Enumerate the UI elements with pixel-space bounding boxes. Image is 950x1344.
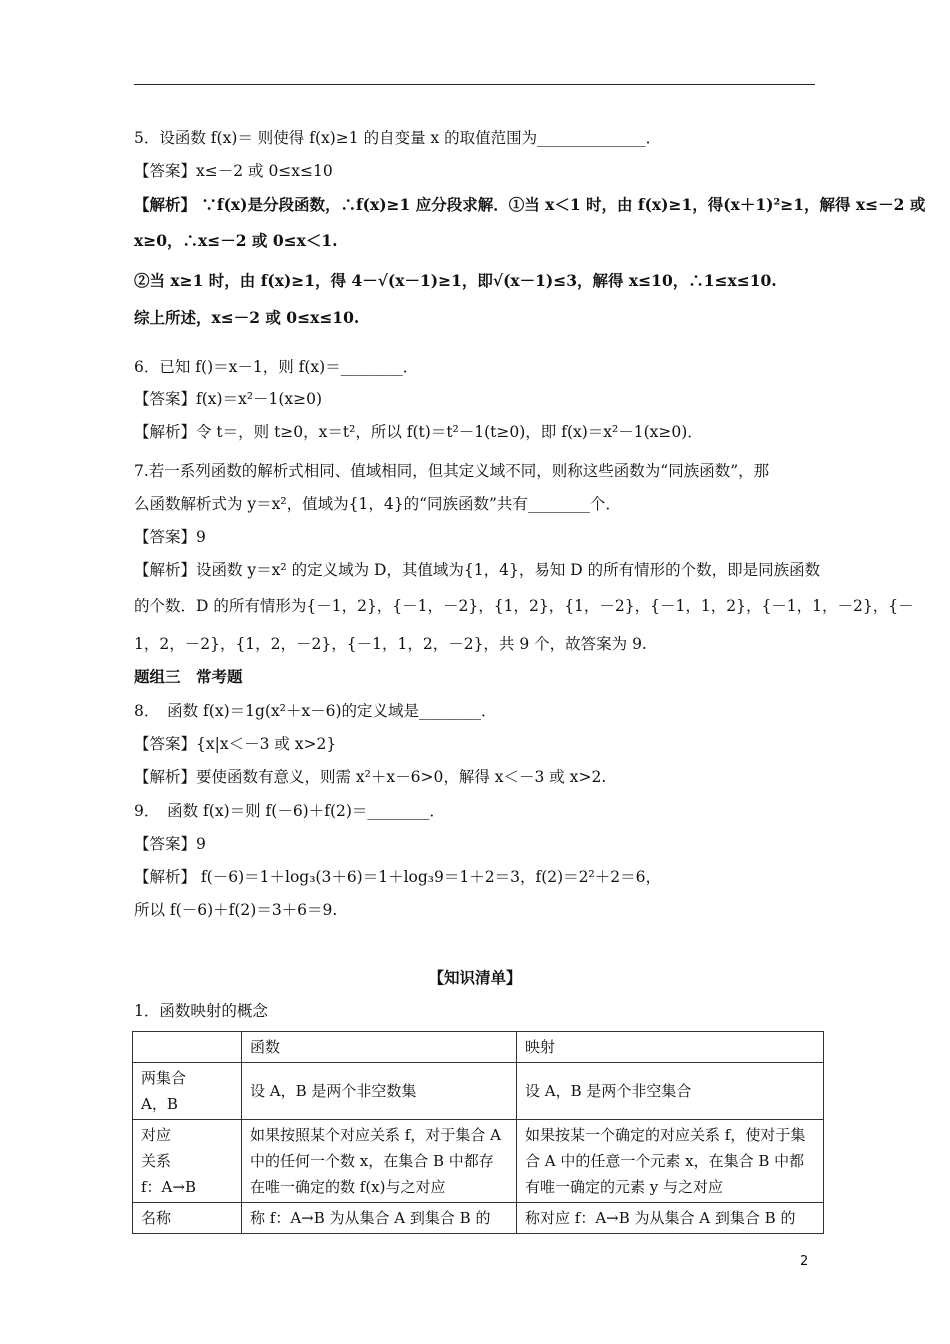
table-row [133,1120,824,1203]
concept-table [132,1031,824,1234]
table-cell: 称 f：A→B 为从集合 A 到集合 B 的 [242,1203,517,1234]
text-line: 题组三 常考题 [134,667,243,686]
text-line: 9． 函数 f(x)＝则 f(－6)＋f(2)＝________． [134,802,445,820]
table-heading: 1．函数映射的概念 [134,1002,268,1020]
text-line: 【解析】 ∵f(x)是分段函数，∴f(x)≥1 应分段求解．①当 x＜1 时，由 f(x)≥1，得(x＋1)²≥1，解得 x≤－2 或 [134,195,926,214]
table-header-row [133,1032,824,1063]
table-header-cell: 映射 [517,1032,824,1063]
text-line: 【解析】设函数 y＝x² 的定义域为 D，其值域为{1，4}，易知 D 的所有情形的个数，即是同族函数 [134,561,821,579]
table-row-label: 对应 关系 f：A→B [133,1120,242,1203]
table-header-cell: 函数 [242,1032,517,1063]
table-cell: 设 A，B 是两个非空数集 [242,1063,517,1120]
text-line: 综上所述，x≤－2 或 0≤x≤10. [134,308,360,327]
text-line: 【答案】9 [134,528,206,546]
text-line: 8． 函数 f(x)＝1g(x²＋x－6)的定义域是________． [134,702,497,720]
section-title: 【知识清单】 [428,968,522,987]
text-line: 【解析】令 t＝，则 t≥0，x＝t²，所以 f(t)＝t²－1(t≥0)，即 f(x)＝x²－1(x≥0)． [134,423,703,441]
text-line: 7.若一系列函数的解析式相同、值域相同，但其定义域不同，则称这些函数为“同族函数”，那 [134,462,770,480]
table-row-label: 两集合 A，B [133,1063,242,1120]
table-header-cell [133,1032,242,1063]
table-cell: 称对应 f：A→B 为从集合 A 到集合 B 的 [517,1203,824,1234]
table-row [133,1063,824,1120]
text-line: 1，2，－2}，{1，2，－2}，{－1，1，2，－2}，共 9 个，故答案为 9. [134,635,647,653]
page-number: 2 [800,1254,809,1269]
text-line: 【答案】x≤－2 或 0≤x≤10 [134,162,333,180]
text-line: 【答案】{x|x＜－3 或 x>2} [134,735,337,753]
text-line: 【解析】 f(－6)＝1＋log₃(3＋6)＝1＋log₃9＝1＋2＝3，f(2)＝2²＋2＝6， [134,868,661,886]
text-line: 【答案】f(x)＝x²－1(x≥0) [134,390,323,408]
text-line: 6．已知 f()＝x－1，则 f(x)＝________． [134,358,419,376]
text-line: 所以 f(－6)＋f(2)＝3＋6＝9. [134,901,338,919]
table-cell: 如果按照某个对应关系 f，对于集合 A 中的任何一个数 x，在集合 B 中都存在唯一确定的数 f(x)与之对应 [242,1120,517,1203]
table-cell: 设 A，B 是两个非空集合 [517,1063,824,1120]
header-rule [134,84,815,85]
table-row [133,1203,824,1234]
table-row-label: 名称 [133,1203,242,1234]
text-line: 【答案】9 [134,835,206,853]
text-line: x≥0，∴x≤－2 或 0≤x＜1. [134,231,338,250]
text-line: 【解析】要使函数有意义，则需 x²＋x－6>0，解得 x＜－3 或 x>2. [134,768,607,786]
text-line: ②当 x≥1 时，由 f(x)≥1，得 4－√(x－1)≥1，即√(x－1)≤3，解得 x≤10，∴1≤x≤10. [134,271,777,290]
text-line: 5．设函数 f(x)＝ 则使得 f(x)≥1 的自变量 x 的取值范围为______________． [134,129,662,147]
text-line: 么函数解析式为 y＝x²，值域为{1，4}的“同族函数”共有________个． [134,495,621,513]
text-line: 的个数．D 的所有情形为{－1，2}，{－1，－2}，{1，2}，{1，－2}，{－1，1，2}，{－1，1，－2}，{－ [134,597,914,615]
table-cell: 如果按某一个确定的对应关系 f，使对于集合 A 中的任意一个元素 x，在集合 B 中都有唯一确定的元素 y 与之对应 [517,1120,824,1203]
